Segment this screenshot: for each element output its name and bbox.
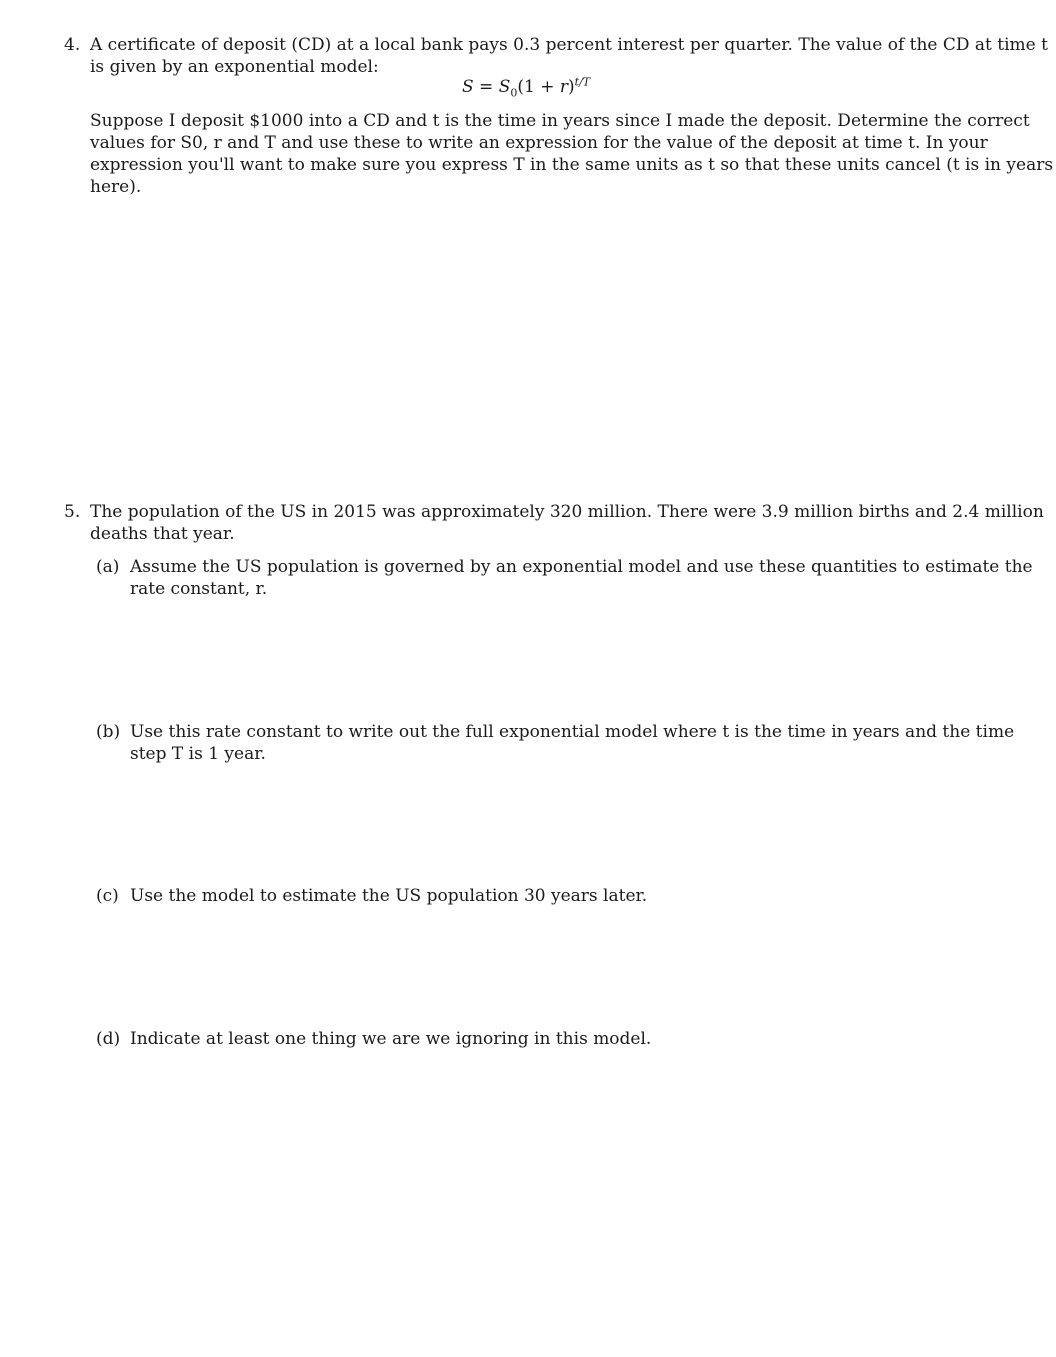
problem-text-line: values for S0, r and T and use these to write an expression for the value of the deposit at time t. In your [90,133,988,153]
part-label: (b) [96,722,121,742]
equation: $S = S_0(1 + r)^{t/T}$ [462,75,591,100]
problem-text-line: expression you'll want to make sure you express T in the same units as t so that these units cancel (t is in years [90,155,1054,175]
part-label: (c) [96,886,119,906]
part-text-line: Indicate at least one thing we are we ignoring in this model. [130,1029,652,1049]
part-label: (d) [96,1029,121,1049]
problem-text-line: deaths that year. [90,524,235,544]
problem-4-paragraph [64,110,1054,198]
part-label: (a) [96,557,120,577]
problem-number: 5. [64,502,81,522]
part-text-line: Assume the US population is governed by an exponential model and use these quantities to estimate the [130,557,1033,577]
problem-5 [64,501,1044,545]
part-text-line: Use this rate constant to write out the full exponential model where t is the time in years and the time [130,722,1015,742]
problem-text-line: here). [90,177,142,197]
problem-number: 4. [64,35,81,55]
problem-text-line: The population of the US in 2015 was approximately 320 million. There were 3.9 million births and 2.4 million [90,502,1044,522]
part-d [96,1028,969,1050]
part-a [96,556,1033,600]
part-text-line: rate constant, r. [130,579,268,599]
part-text-line: step T is 1 year. [130,744,266,764]
problem-text-line: A certificate of deposit (CD) at a local bank pays 0.3 percent interest per quarter. The value of the CD at time t [90,35,1048,55]
problem-text-line: is given by an exponential model: [90,57,379,77]
part-text-line: Use the model to estimate the US population 30 years later. [130,886,648,906]
problem-4 [64,34,1048,78]
part-c [96,885,969,907]
problem-text-line: Suppose I deposit $1000 into a CD and t is the time in years since I made the deposit. Determine the correct [90,111,1030,131]
part-b [96,721,1015,765]
